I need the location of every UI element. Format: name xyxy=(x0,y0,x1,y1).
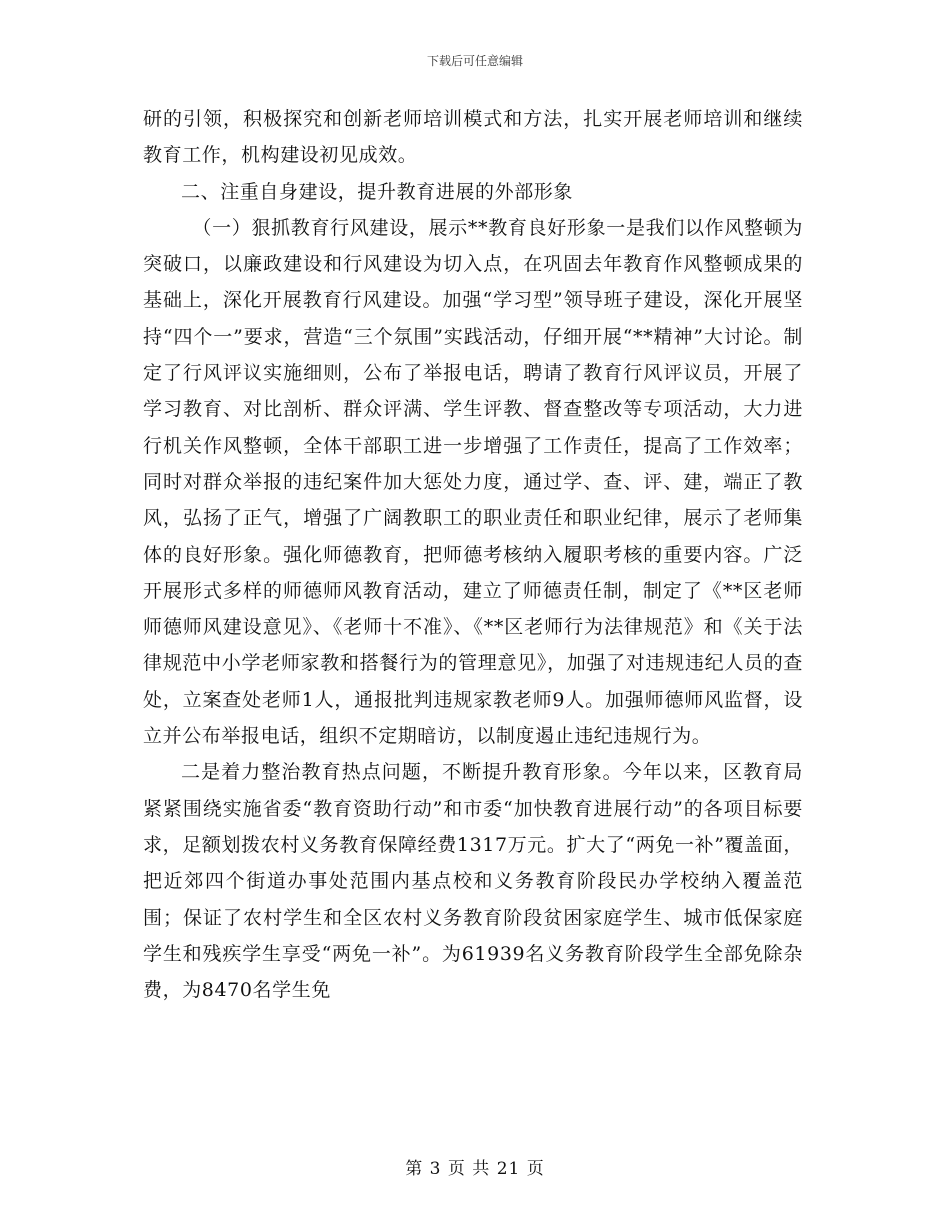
document-body xyxy=(143,101,803,1008)
paragraph-conduct: （一）狠抓教育行风建设，展示**教育良好形象一是我们以作风整顿为突破口，以廉政建设和行风建设为切入点，在巩固去年教育作风整顿成果的基础上，深化开展教育行风建设。加强“学习型”领导班子建设，深化开展坚持“四个一”要求，营造“三个氛围”实践活动，仔细开展“**精神”大讨论。制定了行风评议实施细则，公布了举报电话，聘请了教育行风评议员，开展了学习教育、对比剖析、群众评满、学生评教、督查整改等专项活动，大力进行机关作风整顿，全体干部职工进一步增强了工作责任，提高了工作效率；同时对群众举报的违纪案件加大惩处力度，通过学、查、评、建，端正了教风，弘扬了正气，增强了广阔教职工的职业责任和职业纪律，展示了老师集体的良好形象。强化师德教育，把师德考核纳入履职考核的重要内容。广泛开展形式多样的师德师风教育活动，建立了师德责任制，制定了《**区老师师德师风建设意见》、《老师十不准》、《**区老师行为法律规范》和《关于法律规范中小学老师家教和搭餐行为的管理意见》，加强了对违规违纪人员的查处，立案查处老师1人，通报批判违规家教老师9人。加强师德师风监督，设立并公布举报电话，组织不定期暗访，以制度遏止违纪违规行为。 xyxy=(143,216,803,748)
paragraph-hotspot-issues: 二是着力整治教育热点问题，不断提升教育形象。今年以来，区教育局紧紧围绕实施省委“教育资助行动”和市委“加快教育进展行动”的各项目标要求，足额划拨农村义务教育保障经费1317万元。扩大了“两免一补”覆盖面，把近郊四个街道办事处范围内基点校和义务教育阶段民办学校纳入覆盖范围；保证了农村学生和全区农村义务教育阶段贫困家庭学生、城市低保家庭学生和残疾学生享受“两免一补”。为61939名义务教育阶段学生全部免除杂费，为8470名学生免 xyxy=(143,761,803,1002)
section-heading: 二、注重自身建设，提升教育进展的外部形象 xyxy=(181,180,574,203)
page-header: 下载后可任意编辑 xyxy=(426,54,523,68)
page-number-footer: 第 3 页 共 21 页 xyxy=(405,1159,545,1179)
paragraph-continuation: 研的引领，积极探究和创新老师培训模式和方法，扎实开展老师培训和继续教育工作，机构建设初见成效。 xyxy=(143,108,803,167)
